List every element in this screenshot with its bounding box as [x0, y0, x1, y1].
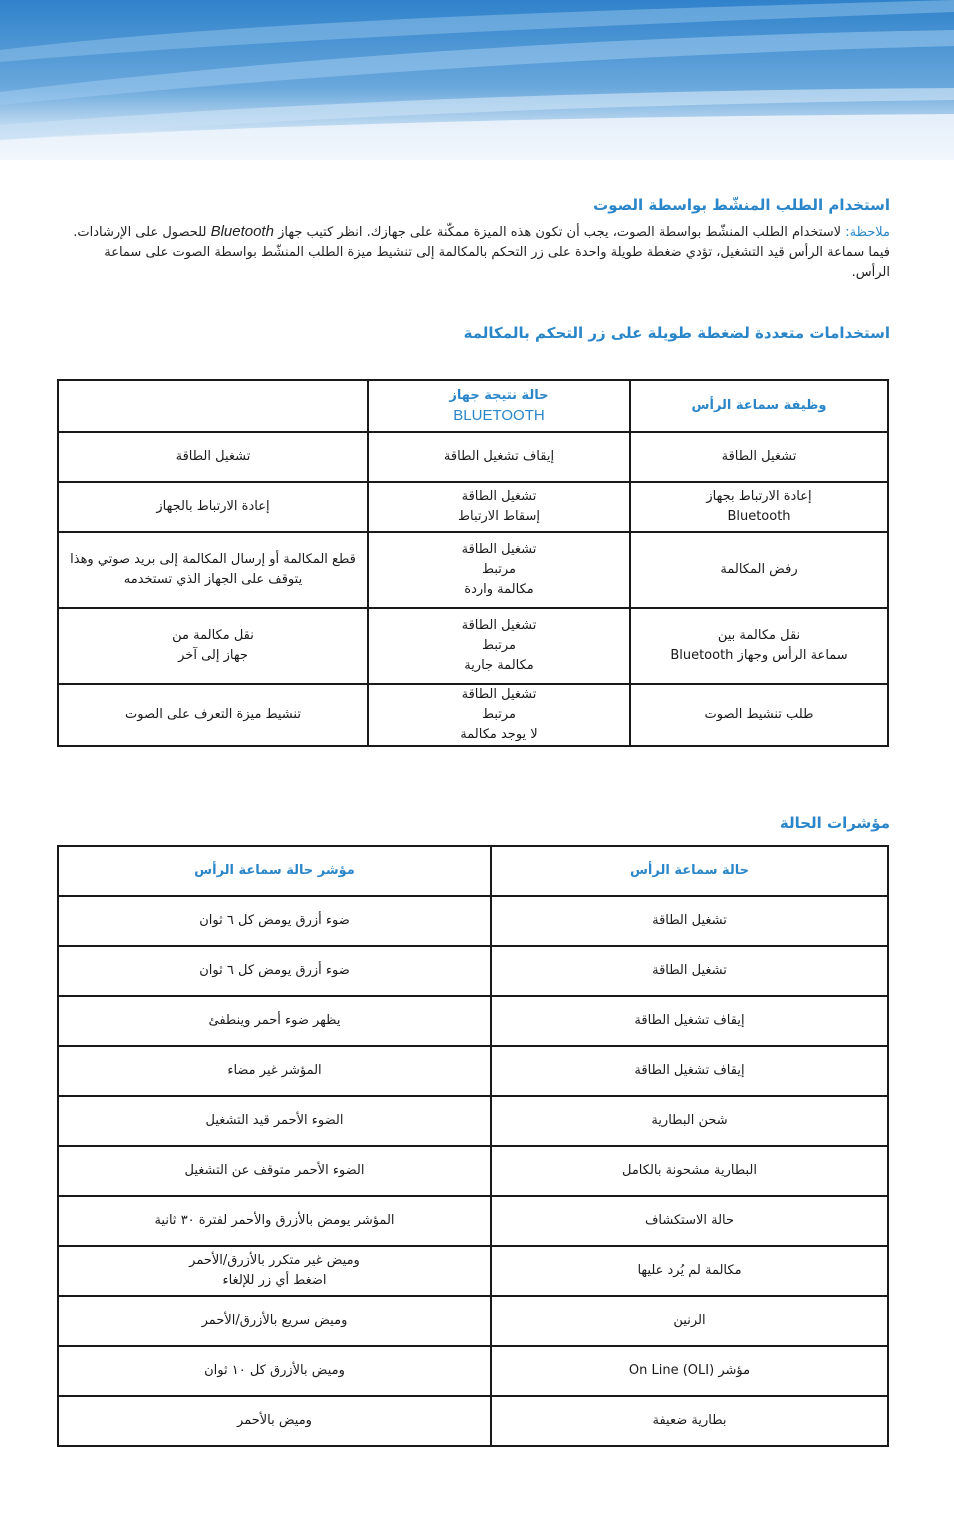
table-row	[58, 532, 888, 608]
cell-state	[368, 684, 630, 746]
cell-indicator: الضوء الأحمر متوقف عن التشغيل	[58, 1146, 491, 1196]
table-row	[58, 1046, 888, 1096]
cell-function: رفض المكالمة	[630, 532, 888, 608]
cell-state-text: تشغيل الطاقة إسقاط الارتباط	[457, 489, 541, 524]
cell-function	[630, 482, 888, 532]
cell-function-text: نقل مكالمة بين سماعة الرأس وجهاز Bluetooth	[670, 628, 848, 663]
table-header-row	[58, 380, 888, 432]
voice-dial-title: استخدام الطلب المنشّط بواسطة الصوت	[593, 196, 890, 214]
cell-indicator: ضوء أزرق يومض كل ٦ ثوان	[58, 946, 491, 996]
voice-dial-note	[64, 222, 890, 283]
cell-state	[368, 482, 630, 532]
table-row	[58, 608, 888, 684]
table-row	[58, 1246, 888, 1296]
note-text-before: لاستخدام الطلب المنشّط بواسطة الصوت، يجب أن تكون هذه الميزة ممكّنة على جهازك. انظر كتيب جهاز	[273, 225, 846, 240]
header-state-line2: BLUETOOTH	[453, 407, 545, 424]
cell-state: إيقاف تشغيل الطاقة	[491, 996, 888, 1046]
table-row	[58, 1396, 888, 1446]
cell-state: مؤشر On Line (OLI)	[491, 1346, 888, 1396]
cell-state: شحن البطارية	[491, 1096, 888, 1146]
cell-state	[368, 532, 630, 608]
cell-indicator: المؤشر يومض بالأزرق والأحمر لفترة ٣٠ ثانية	[58, 1196, 491, 1246]
note-label: ملاحظة:	[845, 225, 890, 240]
cell-state-text: تشغيل الطاقة مرتبط مكالمة واردة	[461, 542, 537, 597]
cell-indicator: وميض سريع بالأزرق/الأحمر	[58, 1296, 491, 1346]
table-row	[58, 1146, 888, 1196]
cell-indicator	[58, 1246, 491, 1296]
cell-indicator-text: وميض غير متكرر بالأزرق/الأحمر اضغط أي زر للإلغاء	[189, 1253, 360, 1288]
cell-indicator: ضوء أزرق يومض كل ٦ ثوان	[58, 896, 491, 946]
cell-indicator: وميض بالأزرق كل ١٠ ثوان	[58, 1346, 491, 1396]
cell-indicator: الضوء الأحمر قيد التشغيل	[58, 1096, 491, 1146]
table-row	[58, 1346, 888, 1396]
cell-function-text: إعادة الارتباط بجهاز Bluetooth	[706, 489, 812, 524]
cell-indicator: المؤشر غير مضاء	[58, 1046, 491, 1096]
cell-function: تشغيل الطاقة	[630, 432, 888, 482]
cell-state: حالة الاستكشاف	[491, 1196, 888, 1246]
cell-result: إعادة الارتباط بالجهاز	[58, 482, 368, 532]
table-row	[58, 996, 888, 1046]
table-row	[58, 896, 888, 946]
cell-state-text: تشغيل الطاقة مرتبط مكالمة جارية	[461, 618, 537, 673]
cell-result: تنشيط ميزة التعرف على الصوت	[58, 684, 368, 746]
cell-state: مكالمة لم يُرد عليها	[491, 1246, 888, 1296]
table-row	[58, 1296, 888, 1346]
table-row	[58, 1096, 888, 1146]
cell-function	[630, 608, 888, 684]
cell-state: تشغيل الطاقة	[491, 946, 888, 996]
cell-state	[368, 608, 630, 684]
status-indicators-title: مؤشرات الحالة	[779, 814, 890, 832]
header-banner	[0, 0, 954, 160]
cell-result-text: نقل مكالمة من جهاز إلى آخر	[172, 628, 254, 663]
table-row	[58, 684, 888, 746]
status-table	[57, 845, 889, 1447]
cell-function: طلب تنشيط الصوت	[630, 684, 888, 746]
header-result	[58, 380, 368, 432]
table-row	[58, 1196, 888, 1246]
cell-result	[58, 532, 368, 608]
cell-state-text: تشغيل الطاقة مرتبط لا يوجد مكالمة	[460, 687, 538, 742]
table-row	[58, 432, 888, 482]
header-indicator: مؤشر حالة سماعة الرأس	[58, 846, 491, 896]
table-header-row	[58, 846, 888, 896]
table-row	[58, 946, 888, 996]
cell-result: تشغيل الطاقة	[58, 432, 368, 482]
cell-state: إيقاف تشغيل الطاقة	[368, 432, 630, 482]
cell-state: الرنين	[491, 1296, 888, 1346]
call-button-table	[57, 379, 889, 747]
header-device-state	[368, 380, 630, 432]
note-bluetooth: Bluetooth	[210, 223, 274, 240]
table-row	[58, 482, 888, 532]
multi-use-title: استخدامات متعددة لضغطة طويلة على زر التحكم بالمكالمة	[463, 324, 890, 342]
cell-state: البطارية مشحونة بالكامل	[491, 1146, 888, 1196]
cell-state: إيقاف تشغيل الطاقة	[491, 1046, 888, 1096]
cell-result	[58, 608, 368, 684]
cell-result-text: قطع المكالمة أو إرسال المكالمة إلى بريد صوتي وهذا يتوقف على الجهاز الذي تستخدمه	[70, 552, 356, 587]
cell-indicator: يظهر ضوء أحمر وينطفئ	[58, 996, 491, 1046]
header-headset-state: حالة سماعة الرأس	[491, 846, 888, 896]
cell-state: تشغيل الطاقة	[491, 896, 888, 946]
header-state-line1: حالة نتيجة جهاز	[449, 388, 549, 403]
header-function: وظيفة سماعة الرأس	[630, 380, 888, 432]
cell-indicator: وميض بالأحمر	[58, 1396, 491, 1446]
note-text-after: للحصول على الإرشادات. فيما سماعة الرأس قيد التشغيل، تؤدي ضغطة طويلة واحدة على زر التحكم بالمكالمة إلى تنشيط ميزة الطلب المنشّط بواسطة الصوت على سماعة الرأس.	[73, 225, 890, 280]
cell-state: بطارية ضعيفة	[491, 1396, 888, 1446]
